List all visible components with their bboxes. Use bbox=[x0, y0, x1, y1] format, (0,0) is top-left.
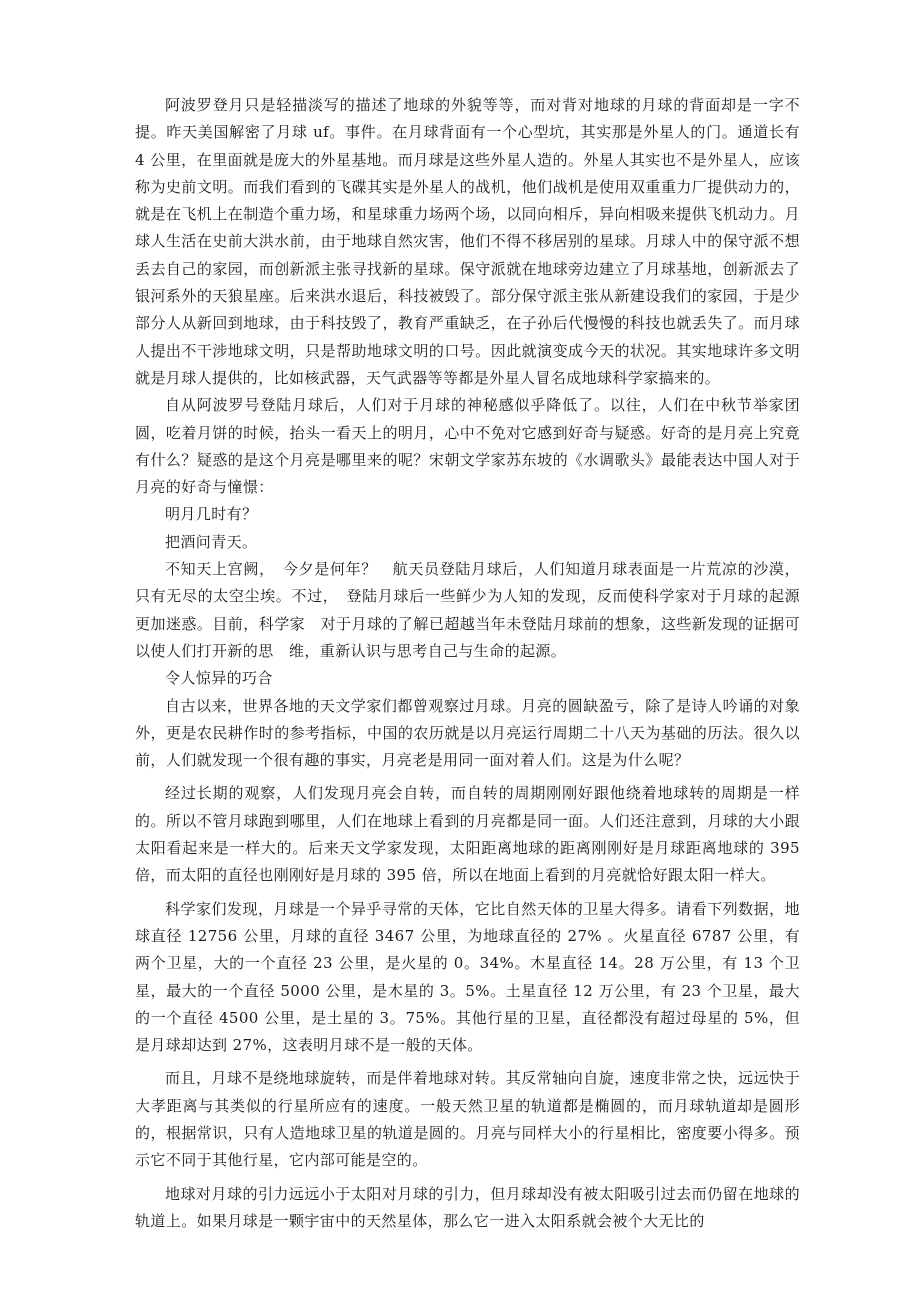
paragraph-2: 自从阿波罗号登陆月球后，人们对于月球的神秘感似乎降低了。以往，人们在中秋节举家团圆，吃着月饼的时候，抬头一看天上的明月，心中不免对它感到好奇与疑惑。好奇的是月亮上究竟有什么？疑惑的是这个月亮是哪里来的呢？宋朝文学家苏东坡的《水调歌头》最能表达中国人对于月亮的好奇与憧憬： bbox=[135, 396, 800, 497]
section-heading: 令人惊异的巧合 bbox=[165, 669, 273, 688]
paragraph-8: 地球对月球的引力远远小于太阳对月球的引力，但月球却没有被太阳吸引过去而仍留在地球的轨道上。如果月球是一颗宇宙中的天然星体，那么它一进入太阳系就会被个大无比的 bbox=[135, 1184, 800, 1230]
poem-line-2: 把酒问青天。 bbox=[165, 532, 258, 551]
paragraph-1: 阿波罗登月只是轻描淡写的描述了地球的外貌等等，而对背对地球的月球的背面却是一字不提。昨天美国解密了月球 uf。事件。在月球背面有一个心型坑，其实那是外星人的门。通道长有 4 公里，在里面就是庞大的外星基地。而月球是这些外星人造的。外星人其实也不是外星人，应该称为史前文明。而我们看到的飞碟其实是外星人的战机，他们战机是使用双重重力厂提供动力的，就是在飞机上在制造个重力场，和星球重力场两个场，以同向相斥，异向相吸来提供飞机动力。月球人生活在史前大洪水前，由于地球自然灾害，他们不得不移居别的星球。月球人中的保守派不想丢去自己的家园，而创新派主张寻找新的星球。保守派就在地球旁边建立了月球基地，创新派去了银河系外的天狼星座。后来洪水退后，科技被毁了。部分保守派主张从新建设我们的家园，于是少部分人从新回到地球，由于科技毁了，教育严重缺乏，在子孙后代慢慢的科技也就丢失了。而月球人提出不干涉地球文明，只是帮助地球文明的口号。因此就演变成今天的状况。其实地球许多文明就是月球人提供的，比如核武器，天气武器等等都是外星人冒名成地球科学家搞来的。 bbox=[135, 96, 800, 387]
paragraph-6: 科学家们发现，月球是一个异乎寻常的天体，它比自然天体的卫星大得多。请看下列数据，地球直径 12756 公里，月球的直径 3467 公里，为地球直径的 27% 。火星直径 6787 公里，有两个卫星，大的一个直径 23 公里，是火星的 0。34%。木星直径 14。28 万公里，有 13 个卫星，最大的一个直径 5000 公里，是木星的 3。5%。土星直径 12 万公里，有 23 个卫星，最大的一个直径 4500 公里，是土星的 3。75%。其他行星的卫星，直径都没有超过母星的 5%，但是月球却达到 27%，这表明月球不是一般的天体。 bbox=[135, 899, 800, 1055]
poem-line-1: 明月几时有？ bbox=[165, 505, 258, 524]
article-body bbox=[135, 92, 800, 1235]
paragraph-5: 经过长期的观察，人们发现月亮会自转，而自转的周期刚刚好跟他绕着地球转的周期是一样的。所以不管月球跑到哪里，人们在地球上看到的月亮都是同一面。人们还注意到，月球的大小跟太阳看起来是一样大的。后来天文学家发现，太阳距离地球的距离刚刚好是月球距离地球的 395 倍，而太阳的直径也刚刚好是月球的 395 倍，所以在地面上看到的月亮就恰好跟太阳一样大。 bbox=[135, 784, 800, 885]
paragraph-3: 不知天上宫阙， 今夕是何年？ 航天员登陆月球后，人们知道月球表面是一片荒凉的沙漠，只有无尽的太空尘埃。不过， 登陆月球后一些鲜少为人知的发现，反而使科学家对于月球的起源更加迷惑。目前，科学家 对于月球的了解已超越当年未登陆月球前的想象，这些新发现的证据可以使人们打开新的思 维，重新认识与思考自己与生命的起源。 bbox=[135, 560, 800, 660]
paragraph-4: 自古以来，世界各地的天文学家们都曾观察过月球。月亮的圆缺盈亏，除了是诗人吟诵的对象外，更是农民耕作时的参考指标，中国的农历就是以月亮运行周期二十八天为基础的历法。很久以前，人们就发现一个很有趣的事实，月亮老是用同一面对着人们。这是为什么呢？ bbox=[135, 696, 800, 770]
paragraph-7: 而且，月球不是绕地球旋转，而是伴着地球对转。其反常轴向自旋，速度非常之快，远远快于大孝距离与其类似的行星所应有的速度。一般天然卫星的轨道都是椭圆的，而月球轨道却是圆形的，根据常识，只有人造地球卫星的轨道是圆的。月亮与同样大小的行星相比，密度要小得多。预示它不同于其他行星，它内部可能是空的。 bbox=[135, 1069, 800, 1170]
